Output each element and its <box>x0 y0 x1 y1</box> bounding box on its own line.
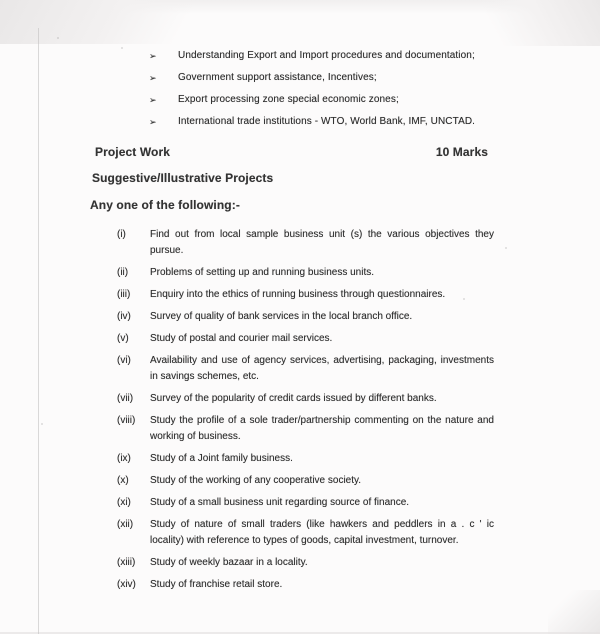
project-work-heading: Project Work <box>95 145 170 159</box>
project-text: Enquiry into the ethics of running business through questionnaires. <box>150 289 446 300</box>
project-item <box>0 227 600 259</box>
arrow-bullet-icon: ➢ <box>149 51 157 61</box>
project-text: Study of franchise retail store. <box>150 579 283 590</box>
bullet-item <box>149 50 600 62</box>
project-item <box>0 287 600 303</box>
project-work-row <box>95 145 488 159</box>
project-number: (xiii) <box>117 557 136 568</box>
project-text: Study of nature of small traders (like hawkers and peddlers in a . c ' ic locality) with reference to types of goods, capital investment, turnover. <box>150 519 494 546</box>
arrow-bullet-icon: ➢ <box>149 95 157 105</box>
project-number: (ii) <box>117 267 129 278</box>
instruction-text: Any one of the following:- <box>90 198 240 212</box>
marks-label: 10 Marks <box>435 145 488 159</box>
project-number: (vii) <box>117 393 134 404</box>
project-text: Study of postal and courier mail services. <box>150 333 333 344</box>
subheading-text: Suggestive/Illustrative Projects <box>92 171 274 185</box>
bullet-item <box>149 72 600 84</box>
project-text: Study of the working of any cooperative society. <box>150 475 362 486</box>
project-number: (i) <box>117 229 126 240</box>
project-item <box>0 265 600 281</box>
project-number: (iii) <box>117 289 131 300</box>
project-number: (xi) <box>117 497 131 508</box>
project-text: Survey of the popularity of credit cards issued by different banks. <box>150 393 437 404</box>
project-number: (vi) <box>117 355 131 366</box>
arrow-bullet-icon: ➢ <box>149 73 157 83</box>
project-item <box>0 451 600 467</box>
project-item <box>0 473 600 489</box>
project-text: Study the profile of a sole trader/partnership commenting on the nature and working of business. <box>150 415 494 442</box>
bullet-text: International trade institutions - WTO, World Bank, IMF, UNCTAD. <box>178 116 476 127</box>
project-item <box>0 517 600 549</box>
project-number: (ix) <box>117 453 131 464</box>
project-number: (xiv) <box>117 579 136 590</box>
project-text: Study of a Joint family business. <box>150 453 293 464</box>
project-text: Survey of quality of bank services in the local branch office. <box>150 311 413 322</box>
project-item <box>0 391 600 407</box>
bullet-text: Government support assistance, Incentives; <box>178 72 377 83</box>
project-item <box>0 577 600 593</box>
project-text: Find out from local sample business unit (s) the various objectives they pursue. <box>150 229 494 256</box>
project-item <box>0 495 600 511</box>
bullet-item <box>149 94 600 106</box>
project-number: (x) <box>117 475 129 486</box>
bullet-item <box>149 116 600 128</box>
project-item <box>0 331 600 347</box>
bullet-text: Understanding Export and Import procedures and documentation; <box>178 50 475 61</box>
project-item <box>0 555 600 571</box>
project-number: (xii) <box>117 519 134 530</box>
project-item <box>0 353 600 385</box>
project-item <box>0 413 600 445</box>
arrow-bullet-icon: ➢ <box>149 117 157 127</box>
project-text: Study of weekly bazaar in a locality. <box>150 557 308 568</box>
project-number: (v) <box>117 333 129 344</box>
project-number: (viii) <box>117 415 136 426</box>
project-number: (iv) <box>117 311 131 322</box>
project-text: Availability and use of agency services, advertising, packaging, investments in savings schemes, etc. <box>150 355 494 382</box>
instruction <box>90 196 600 214</box>
subheading <box>92 169 600 187</box>
project-text: Problems of setting up and running business units. <box>150 267 375 278</box>
bullet-text: Export processing zone special economic zones; <box>178 94 399 105</box>
project-list <box>0 227 600 593</box>
project-text: Study of a small business unit regarding source of finance. <box>150 497 410 508</box>
project-item <box>0 309 600 325</box>
bullet-list <box>149 50 600 128</box>
